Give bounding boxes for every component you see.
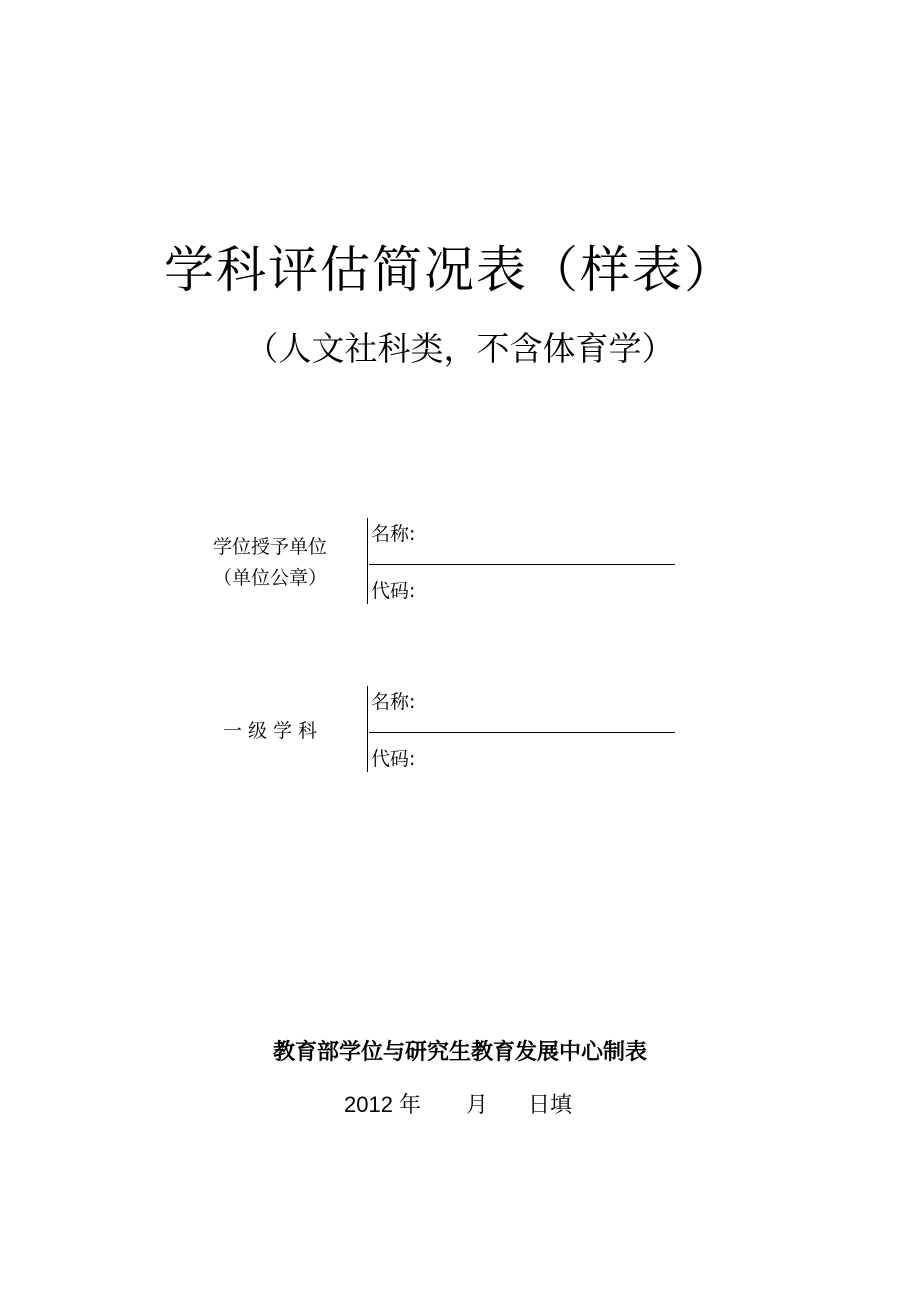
discipline-divider (367, 686, 368, 772)
discipline-label: 一 级 学 科 (222, 720, 318, 742)
date-year: 2012 年 (344, 1092, 422, 1117)
unit-name-label: 名称: (371, 523, 416, 545)
page-title: 学科评估简况表（样表） (164, 241, 736, 299)
unit-seal-label: （单位公章） (212, 567, 327, 589)
discipline-name-label: 名称: (371, 691, 416, 713)
unit-divider (367, 518, 368, 604)
page-subtitle: （人文社科类，不含体育学） (245, 329, 675, 368)
date-month: 月 (466, 1092, 489, 1117)
discipline-code-label: 代码: (371, 748, 416, 770)
unit-label: 学位授予单位 (212, 536, 327, 558)
unit-name-field[interactable] (369, 564, 675, 565)
discipline-name-field[interactable] (369, 732, 675, 733)
unit-code-label: 代码: (371, 580, 416, 602)
issuing-organization: 教育部学位与研究生教育发展中心制表 (272, 1040, 647, 1065)
date-day: 日填 (528, 1092, 573, 1117)
